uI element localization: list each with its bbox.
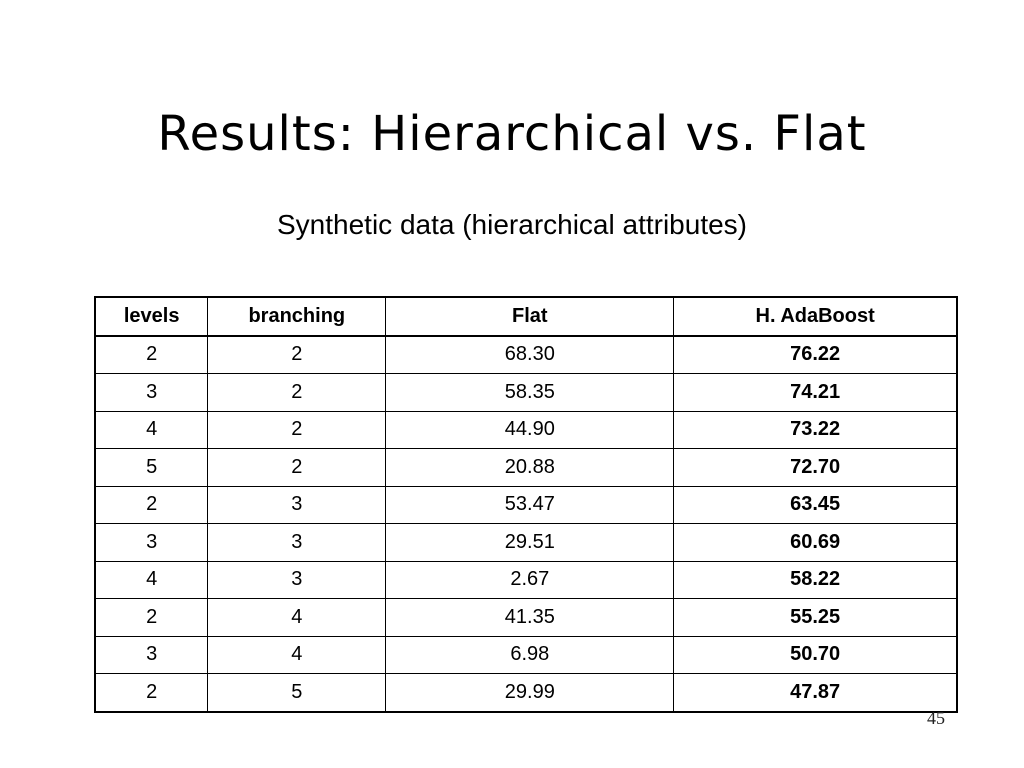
cell-levels: 2 bbox=[95, 336, 208, 374]
cell-branching: 3 bbox=[208, 524, 386, 562]
cell-h-adaboost: 74.21 bbox=[674, 374, 957, 412]
results-table bbox=[94, 296, 958, 713]
table-header-row bbox=[95, 297, 957, 336]
cell-h-adaboost: 60.69 bbox=[674, 524, 957, 562]
table-row bbox=[95, 336, 957, 374]
table-row bbox=[95, 561, 957, 599]
cell-h-adaboost: 58.22 bbox=[674, 561, 957, 599]
cell-flat: 29.51 bbox=[386, 524, 674, 562]
table-row bbox=[95, 636, 957, 674]
table-row bbox=[95, 374, 957, 412]
cell-h-adaboost: 63.45 bbox=[674, 486, 957, 524]
cell-flat: 58.35 bbox=[386, 374, 674, 412]
header-branching: branching bbox=[208, 297, 386, 336]
cell-branching: 2 bbox=[208, 336, 386, 374]
cell-flat: 6.98 bbox=[386, 636, 674, 674]
cell-flat: 41.35 bbox=[386, 599, 674, 637]
cell-branching: 5 bbox=[208, 674, 386, 712]
cell-branching: 4 bbox=[208, 599, 386, 637]
header-h-adaboost: H. AdaBoost bbox=[674, 297, 957, 336]
cell-flat: 44.90 bbox=[386, 411, 674, 449]
cell-levels: 4 bbox=[95, 411, 208, 449]
cell-h-adaboost: 76.22 bbox=[674, 336, 957, 374]
header-levels: levels bbox=[95, 297, 208, 336]
table-row bbox=[95, 599, 957, 637]
cell-branching: 3 bbox=[208, 561, 386, 599]
cell-flat: 2.67 bbox=[386, 561, 674, 599]
table-row bbox=[95, 674, 957, 712]
table-row bbox=[95, 449, 957, 487]
cell-branching: 2 bbox=[208, 374, 386, 412]
cell-flat: 20.88 bbox=[386, 449, 674, 487]
slide-subtitle: Synthetic data (hierarchical attributes) bbox=[277, 209, 747, 240]
cell-levels: 5 bbox=[95, 449, 208, 487]
cell-h-adaboost: 47.87 bbox=[674, 674, 957, 712]
cell-h-adaboost: 50.70 bbox=[674, 636, 957, 674]
cell-flat: 68.30 bbox=[386, 336, 674, 374]
cell-branching: 3 bbox=[208, 486, 386, 524]
cell-levels: 2 bbox=[95, 674, 208, 712]
table-row bbox=[95, 411, 957, 449]
cell-h-adaboost: 72.70 bbox=[674, 449, 957, 487]
cell-branching: 2 bbox=[208, 411, 386, 449]
cell-levels: 3 bbox=[95, 374, 208, 412]
cell-levels: 3 bbox=[95, 636, 208, 674]
cell-branching: 4 bbox=[208, 636, 386, 674]
page-number: 45 bbox=[927, 708, 945, 728]
table-row bbox=[95, 486, 957, 524]
table-row bbox=[95, 524, 957, 562]
cell-h-adaboost: 55.25 bbox=[674, 599, 957, 637]
cell-h-adaboost: 73.22 bbox=[674, 411, 957, 449]
cell-flat: 29.99 bbox=[386, 674, 674, 712]
cell-levels: 4 bbox=[95, 561, 208, 599]
cell-flat: 53.47 bbox=[386, 486, 674, 524]
cell-levels: 2 bbox=[95, 599, 208, 637]
header-flat: Flat bbox=[386, 297, 674, 336]
cell-branching: 2 bbox=[208, 449, 386, 487]
cell-levels: 3 bbox=[95, 524, 208, 562]
slide-title: Results: Hierarchical vs. Flat bbox=[157, 106, 867, 162]
cell-levels: 2 bbox=[95, 486, 208, 524]
